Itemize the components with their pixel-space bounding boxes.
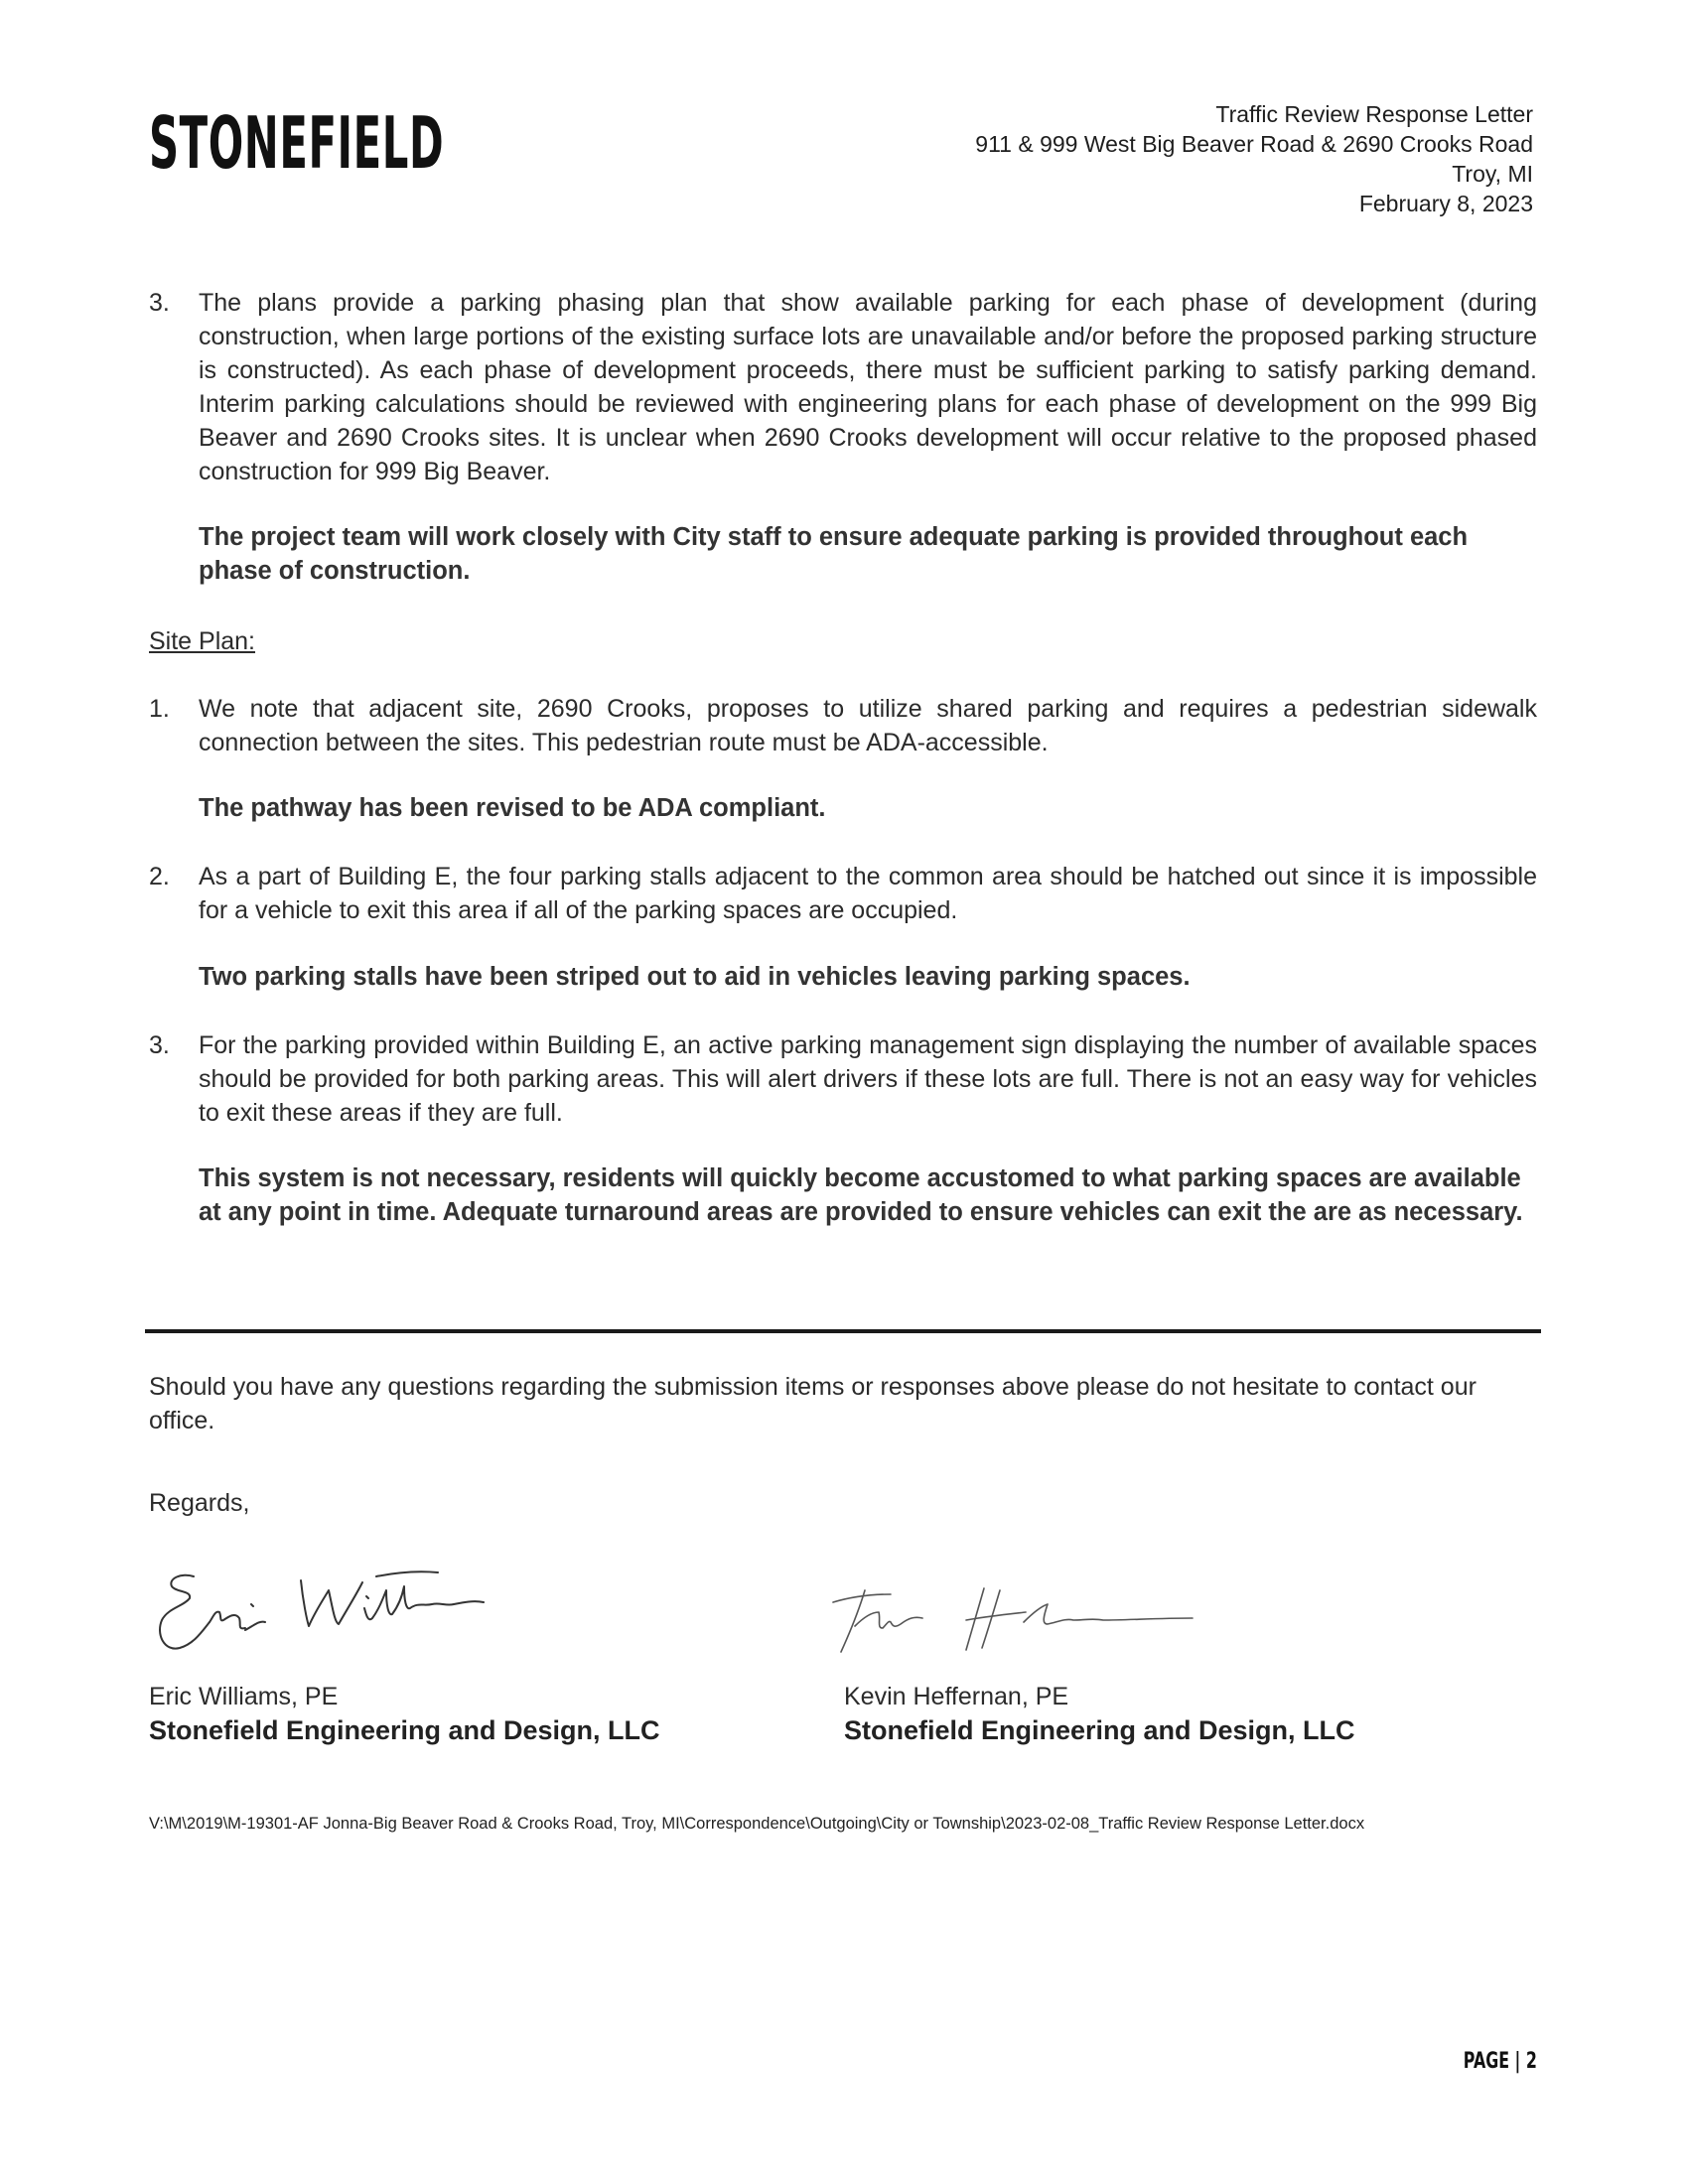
document-title: Traffic Review Response Letter (1215, 101, 1533, 127)
signer-company: Stonefield Engineering and Design, LLC (844, 1715, 1355, 1745)
comment-text: For the parking provided within Building E, an active parking management sign displaying the number of available spaces should be provided for both parking areas. This will alert drivers if these lots are full. There is not an easy way for vehicles to exit these areas if they are full. (199, 1031, 1537, 1127)
comment-item (149, 1028, 1537, 1130)
item-number: 3. (149, 1031, 170, 1059)
closing-paragraph: Should you have any questions regarding the submission items or responses above please do not hesitate to contact our office. (149, 1373, 1477, 1434)
project-address: 911 & 999 West Big Beaver Road & 2690 Crooks Road (975, 131, 1533, 157)
comment-item (149, 692, 1537, 759)
response-text: Two parking stalls have been striped out to aid in vehicles leaving parking spaces. (199, 963, 1191, 991)
file-path-footer: V:\M\2019\M-19301-AF Jonna-Big Beaver Road & Crooks Road, Troy, MI\Correspondence\Outgoing\City or Township\2023-02-08_Traffic Review Response Letter.docx (149, 1815, 1365, 1833)
item-number: 1. (149, 695, 170, 723)
signer-name: Eric Williams, PE (149, 1683, 339, 1710)
response-text: This system is not necessary, residents will quickly become accustomed to what parking spaces are available at any point in time. Adequate turnaround areas are provided to ensure vehicles can exit the are as necessary. (199, 1164, 1523, 1226)
comment-text: As a part of Building E, the four parking stalls adjacent to the common area should be hatched out since it is impossible for a vehicle to exit this area if all of the parking spaces are occupied. (199, 863, 1537, 924)
letter-date: February 8, 2023 (1358, 191, 1533, 216)
signer-block (844, 1680, 1355, 1747)
comment-text: We note that adjacent site, 2690 Crooks, proposes to utilize shared parking and requires a pedestrian sidewalk connection between the sites. This pedestrian route must be ADA-accessible. (199, 695, 1537, 756)
comment-item (149, 860, 1537, 927)
item-number: 3. (149, 289, 170, 317)
page-number: PAGE | 2 (1463, 2049, 1537, 2074)
project-city: Troy, MI (1452, 161, 1533, 187)
comment-text: The plans provide a parking phasing plan that show available parking for each phase of development (during construction, when large portions of the existing surface lots are unavailable and/or before the proposed parking structure is constructed). As each phase of development proceeds, there must be sufficient parking to satisfy parking demand. Interim parking calculations should be reviewed with engineering plans for each phase of development on the 999 Big Beaver and 2690 Crooks sites. It is unclear when 2690 Crooks development will occur relative to the proposed phased construction for 999 Big Beaver. (199, 289, 1537, 485)
response-text: The pathway has been revised to be ADA compliant. (199, 794, 826, 822)
signer-name: Kevin Heffernan, PE (844, 1683, 1069, 1710)
signature-eric-williams (154, 1561, 492, 1670)
response-text: The project team will work closely with City staff to ensure adequate parking is provided throughout each phase of construction. (199, 523, 1469, 585)
item-number: 2. (149, 863, 170, 890)
letter-header (975, 99, 1533, 218)
signer-company: Stonefield Engineering and Design, LLC (149, 1715, 660, 1745)
signature-kevin-heffernan (829, 1582, 1196, 1662)
section-heading-site-plan: Site Plan: (149, 627, 256, 655)
company-logo: STONEFIELD (149, 101, 445, 185)
signer-block (149, 1680, 660, 1747)
comment-item (149, 286, 1537, 488)
divider-line (145, 1329, 1541, 1333)
closing-regards: Regards, (149, 1489, 250, 1517)
